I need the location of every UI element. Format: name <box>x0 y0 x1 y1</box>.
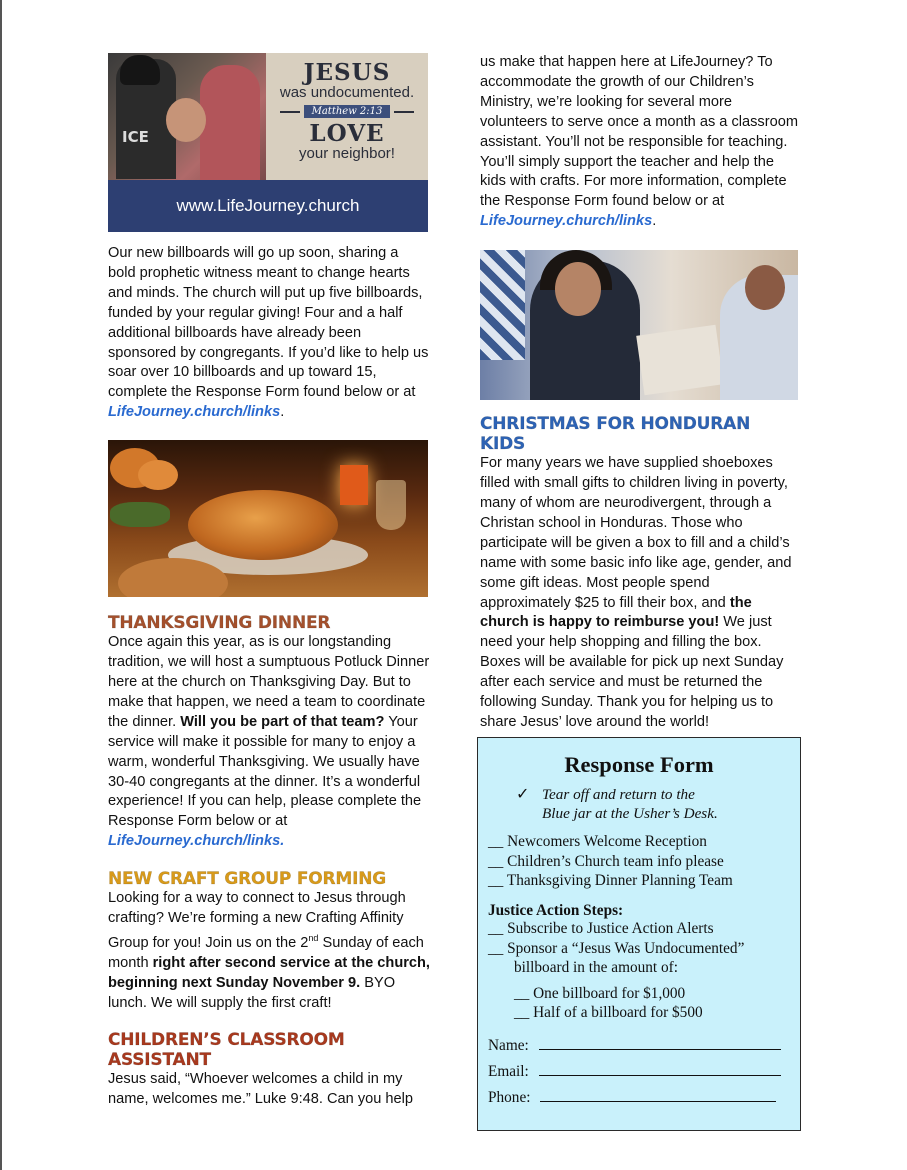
page-edge <box>0 0 2 1170</box>
form-instructions <box>542 785 718 823</box>
billboards-end: . <box>280 404 285 421</box>
candle-shape <box>340 465 368 505</box>
divider-line <box>280 111 300 113</box>
craft-body1: Looking for a way to connect to Jesus through crafting? We’re forming a new Crafting Affinity Group for you! Join us on the 2 <box>108 890 406 951</box>
response-form <box>477 737 801 1131</box>
form-option-half[interactable]: __ Half of a billboard for $500 <box>514 1004 703 1021</box>
form-item-childrens-church[interactable]: __ Children’s Church team info please <box>488 852 724 870</box>
billboard-photo <box>108 53 266 180</box>
thanksgiving-link[interactable]: LifeJourney.church/links. <box>108 833 285 850</box>
kids-photo <box>480 250 798 400</box>
divider-line <box>394 111 414 113</box>
billboard-verse-row <box>266 105 428 118</box>
billboard-undocumented: was undocumented. <box>279 84 415 101</box>
billboard-verse: Matthew 2:13 <box>304 105 391 118</box>
name-label: Name: <box>488 1037 529 1054</box>
classroom-link[interactable]: LifeJourney.church/links <box>480 213 653 230</box>
form-title: Response Form <box>564 752 714 777</box>
form-item-subscribe[interactable]: __ Subscribe to Justice Action Alerts <box>488 920 714 937</box>
craft-paragraph <box>108 889 430 1013</box>
thanksgiving-body2: Your service will make it possible for many to enjoy a warm, wonderful Thanksgiving. We usually have 30-40 congregants at the dinner. It’s a wonderful experience! If you can help, please complete the Response Form below or at <box>108 713 422 830</box>
name-field[interactable] <box>539 1036 781 1050</box>
billboard-jesus: JESUS <box>303 59 391 86</box>
name-row <box>488 1036 781 1056</box>
classroom-paragraph-left: Jesus said, “Whoever welcomes a child in my name, welcomes me.” Luke 9:48. Can you help <box>108 1071 414 1108</box>
shoebox-shape <box>636 325 724 396</box>
craft-sup: nd <box>308 932 319 943</box>
face-shape <box>555 262 601 316</box>
billboards-body: Our new billboards will go up soon, sharing a bold prophetic witness meant to change hearts and minds. The church will put up five billboards, funded by your regular giving! Four and a half additional billboards have already been sponsored by congregants. If you’d like to help us soar over 10 billboards and up toward 15, complete the Response Form found below or at <box>108 245 429 401</box>
billboard-neighbor: your neighbor! <box>299 145 395 162</box>
thanksgiving-paragraph <box>108 633 430 852</box>
billboards-paragraph <box>108 244 430 423</box>
email-row <box>488 1062 781 1082</box>
classroom-body-right: us make that happen here at LifeJourney? To accommodate the growth of our Children’s Ministry, we’re looking for several more volunteers to serve once a month as a classroom assistant. You’ll not be responsible for teaching. You’ll simply support the teacher and help the kids with crafts. For more information, complete the Response Form found below or at <box>480 54 798 210</box>
form-tear-line1: Tear off and return to the <box>542 786 695 803</box>
phone-row <box>488 1088 776 1108</box>
form-option-full[interactable]: __ One billboard for $1,000 <box>514 985 686 1002</box>
form-item-sponsor[interactable]: __ Sponsor a “Jesus Was Undocumented” <box>488 939 745 957</box>
form-item-thanksgiving[interactable]: __ Thanksgiving Dinner Planning Team <box>488 872 733 889</box>
fabric-pattern <box>480 250 525 360</box>
billboard-text-panel <box>266 53 428 180</box>
phone-field[interactable] <box>540 1088 776 1102</box>
justice-heading: Justice Action Steps: <box>488 902 624 919</box>
helmet-shape <box>120 55 160 85</box>
phone-label: Phone: <box>488 1089 531 1106</box>
craft-body3: BYO lunch. We will supply the first craft! <box>108 974 396 1011</box>
left-column <box>108 53 430 1110</box>
right-column <box>480 53 798 733</box>
craft-body2: Sunday of each month <box>108 934 424 971</box>
email-field[interactable] <box>539 1062 781 1076</box>
billboard-url: www.LifeJourney.church <box>108 180 428 232</box>
thanksgiving-bold: Will you be part of that team? <box>180 713 385 730</box>
pumpkin-shape <box>138 460 178 490</box>
craft-heading: NEW CRAFT GROUP FORMING <box>108 869 387 890</box>
wine-glass-shape <box>376 480 406 530</box>
face-shape <box>745 265 785 310</box>
greens-shape <box>110 502 170 527</box>
billboards-link[interactable]: LifeJourney.church/links <box>108 404 281 421</box>
classroom-heading: CHILDREN’S CLASSROOM ASSISTANT <box>108 1030 345 1071</box>
thanksgiving-heading: THANKSGIVING DINNER <box>108 613 331 634</box>
billboard-love: LOVE <box>309 120 385 147</box>
honduras-body2: We just need your help shopping and filling the box. Boxes will be available for pick up next Sunday after each service and must be returned the following Sunday. Thank you for helping us to share Jesus’ love around the world! <box>480 614 784 730</box>
honduras-paragraph <box>480 454 798 733</box>
billboard-image <box>108 53 428 232</box>
honduras-heading: CHRISTMAS FOR HONDURAN KIDS <box>480 414 751 455</box>
thanksgiving-body1: Once again this year, as is our longstanding tradition, we will host a sumptuous Potluck Dinner here at the church on Thanksgiving Day. But to make that happen, we need a team to coordinate the dinner. <box>108 634 430 730</box>
honduras-body1: For many years we have supplied shoeboxes filled with small gifts to children living in poverty, many of whom are neurodivergent, through a Christan school in Honduras. Those who participate will be given a box to fill and a child’s name with some basic info like age, gender, and some gift ideas. Most people spend approximately $25 to fill their box, and <box>480 455 792 611</box>
thanksgiving-photo <box>108 440 428 597</box>
turkey-shape <box>188 490 338 560</box>
mother-figure <box>200 65 260 180</box>
form-item-newcomers[interactable]: __ Newcomers Welcome Reception <box>488 833 707 850</box>
form-tear-line2: Blue jar at the Usher’s Desk. <box>542 805 718 822</box>
check-icon: ✓ <box>516 786 530 803</box>
craft-bold: right after second service at the church, beginning next Sunday November 9. <box>108 954 430 991</box>
form-item-sponsor-cont: billboard in the amount of: <box>514 959 678 976</box>
ice-badge: ICE <box>122 128 149 146</box>
email-label: Email: <box>488 1063 529 1080</box>
child-figure <box>166 98 206 142</box>
honduras-bold: the church is happy to reimburse you! <box>480 594 752 631</box>
classroom-end: . <box>652 213 657 230</box>
classroom-paragraph-right <box>480 53 798 232</box>
